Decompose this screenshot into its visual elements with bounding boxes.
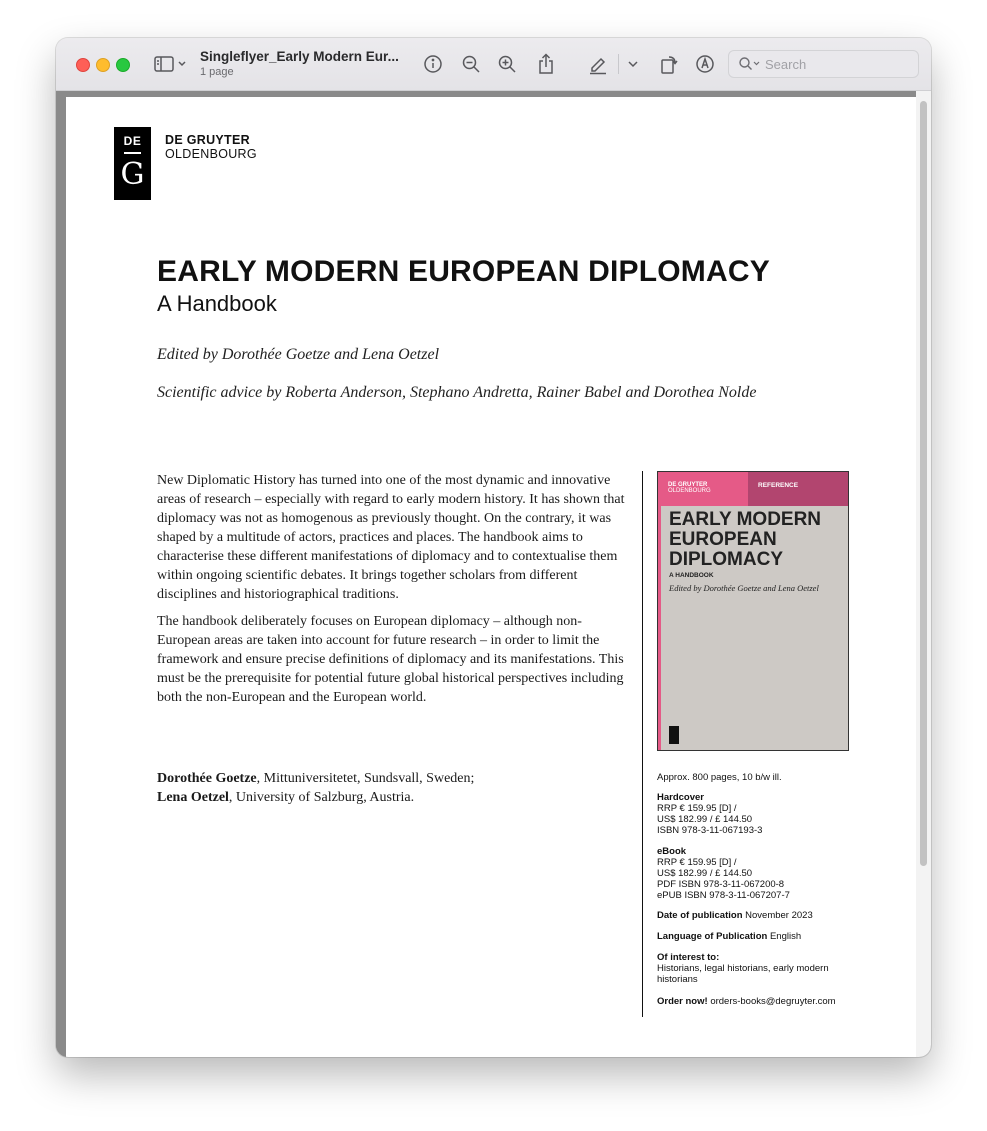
sidebar-toggle-button[interactable] [152, 52, 190, 76]
search-field[interactable] [728, 50, 919, 78]
hardcover-info [657, 792, 762, 836]
search-icon [738, 56, 762, 72]
audience-value-2: historians [657, 974, 698, 985]
page-count-info: Approx. 800 pages, 10 b/w ill. [657, 772, 782, 783]
hardcover-price-1: RRP € 159.95 [D] / [657, 803, 737, 814]
cover-subtitle: A HANDBOOK [669, 572, 714, 579]
author-2-affiliation: , University of Salzburg, Austria. [228, 790, 415, 805]
ebook-price-2: US$ 182.99 / £ 144.50 [657, 868, 753, 879]
hardcover-isbn: ISBN 978-3-11-067193-3 [657, 825, 763, 836]
description-paragraph-1: New Diplomatic History has turned into one of the most dynamic and innovative areas of research – especially with regard to early modern history. It has shown that diplomacy was not as homogenous as previously thought. On the contrary, it was shaped by a multitude of actors, practices and places. The handbook aims to characterise these different manifestations of diplomacy and to contextualise them within ongoing scientific debates. It brings together scholars from different disciplines and historiographical traditions. [157, 473, 625, 602]
viewer-gutter [56, 91, 66, 1057]
minimize-window-button[interactable] [96, 58, 110, 72]
zoom-in-icon [497, 54, 517, 74]
book-subtitle: A Handbook [157, 291, 277, 316]
author-2-name: Lena Oetzel [157, 790, 229, 805]
ebook-pdf-isbn: PDF ISBN 978-3-11-067200-8 [657, 879, 785, 890]
cover-publisher [668, 482, 711, 494]
ebook-epub-isbn: ePUB ISBN 978-3-11-067207-7 [657, 890, 790, 901]
order-label: Order now! [657, 996, 708, 1007]
hardcover-label: Hardcover [657, 792, 704, 803]
rotate-icon [659, 53, 679, 75]
book-title: EARLY MODERN EUROPEAN DIPLOMACY [157, 255, 770, 288]
cover-title: EARLY MODERN EUROPEAN DIPLOMACY [669, 509, 822, 570]
logo-bottom-text: G [120, 157, 145, 192]
ebook-info [657, 846, 790, 901]
column-divider [642, 471, 643, 1017]
language-label: Language of Publication [657, 931, 768, 942]
description [157, 471, 627, 715]
vertical-scrollbar-thumb[interactable] [920, 101, 927, 866]
audience-value-1: Historians, legal historians, early modern [657, 963, 829, 974]
publication-date-label: Date of publication [657, 910, 743, 921]
audience-info [657, 952, 829, 985]
cover-logo [669, 726, 679, 744]
info-button[interactable] [422, 52, 444, 76]
author-2 [157, 788, 474, 807]
cover-edge [658, 506, 661, 750]
zoom-window-button[interactable] [116, 58, 130, 72]
document-page-count: 1 page [200, 66, 234, 78]
annotate-icon [695, 54, 715, 74]
publisher-name: DE GRUYTER [165, 133, 250, 147]
order-email: orders-books@degruyter.com [710, 996, 836, 1007]
chevron-down-icon [627, 58, 639, 70]
author-affiliations [157, 769, 474, 807]
order-info [657, 996, 836, 1007]
pdf-page [66, 97, 916, 1057]
ebook-label: eBook [657, 846, 687, 857]
annotate-button[interactable] [694, 52, 716, 76]
zoom-out-icon [461, 54, 481, 74]
cover-publisher-line1: DE GRUYTER [668, 482, 708, 488]
publisher-logo [114, 127, 151, 200]
cover-editors: Edited by Dorothée Goetze and Lena Oetzel [669, 583, 819, 593]
document-viewer[interactable] [56, 91, 931, 1057]
book-cover-image [657, 471, 849, 751]
scientific-advice-line: Scientific advice by Roberta Anderson, Stephano Andretta, Rainer Babel and Dorothea Nolde [157, 384, 757, 401]
markup-button[interactable] [586, 52, 610, 76]
sidebar-icon [154, 55, 188, 73]
language-value: English [769, 931, 802, 942]
pen-icon [587, 53, 609, 75]
zoom-out-button[interactable] [460, 52, 482, 76]
cover-series: REFERENCE [758, 482, 799, 489]
rotate-button[interactable] [658, 52, 680, 76]
publication-date-value: November 2023 [745, 910, 813, 921]
hardcover-price-2: US$ 182.99 / £ 144.50 [657, 814, 753, 825]
description-paragraph-2: The handbook deliberately focuses on European diplomacy – although non-European areas are taken into account for future research – in order to limit the framework and ensure precise definitions of diplomacy and its manifestations. This must be the prerequisite for potential future global historical perspectives including both the non-European and the European world. [157, 614, 624, 705]
document-title: Singleflyer_Early Modern Eur... [200, 49, 399, 64]
author-1-affiliation: , Mittuniversitetet, Sundsvall, Sweden; [256, 771, 475, 786]
toolbar-divider [618, 54, 619, 74]
search-placeholder: Search [765, 57, 807, 72]
audience-label: Of interest to: [657, 952, 720, 963]
editors-line: Edited by Dorothée Goetze and Lena Oetzel [157, 346, 440, 363]
title-bar [56, 38, 931, 91]
author-1 [157, 769, 474, 788]
zoom-in-button[interactable] [496, 52, 518, 76]
markup-menu-button[interactable] [625, 52, 641, 76]
info-icon [423, 54, 443, 74]
logo-bar [124, 152, 141, 154]
share-button[interactable] [535, 52, 557, 76]
publisher-imprint: OLDENBOURG [165, 147, 257, 161]
language-info [657, 931, 801, 942]
preview-window [56, 38, 931, 1057]
ebook-price-1: RRP € 159.95 [D] / [657, 857, 737, 868]
share-icon [536, 53, 556, 75]
publication-date-info [657, 910, 813, 921]
cover-strip-right [748, 472, 848, 506]
close-window-button[interactable] [76, 58, 90, 72]
author-1-name: Dorothée Goetze [157, 771, 257, 786]
cover-publisher-line2: OLDENBOURG [668, 488, 711, 494]
logo-top-text: DE [123, 134, 142, 148]
